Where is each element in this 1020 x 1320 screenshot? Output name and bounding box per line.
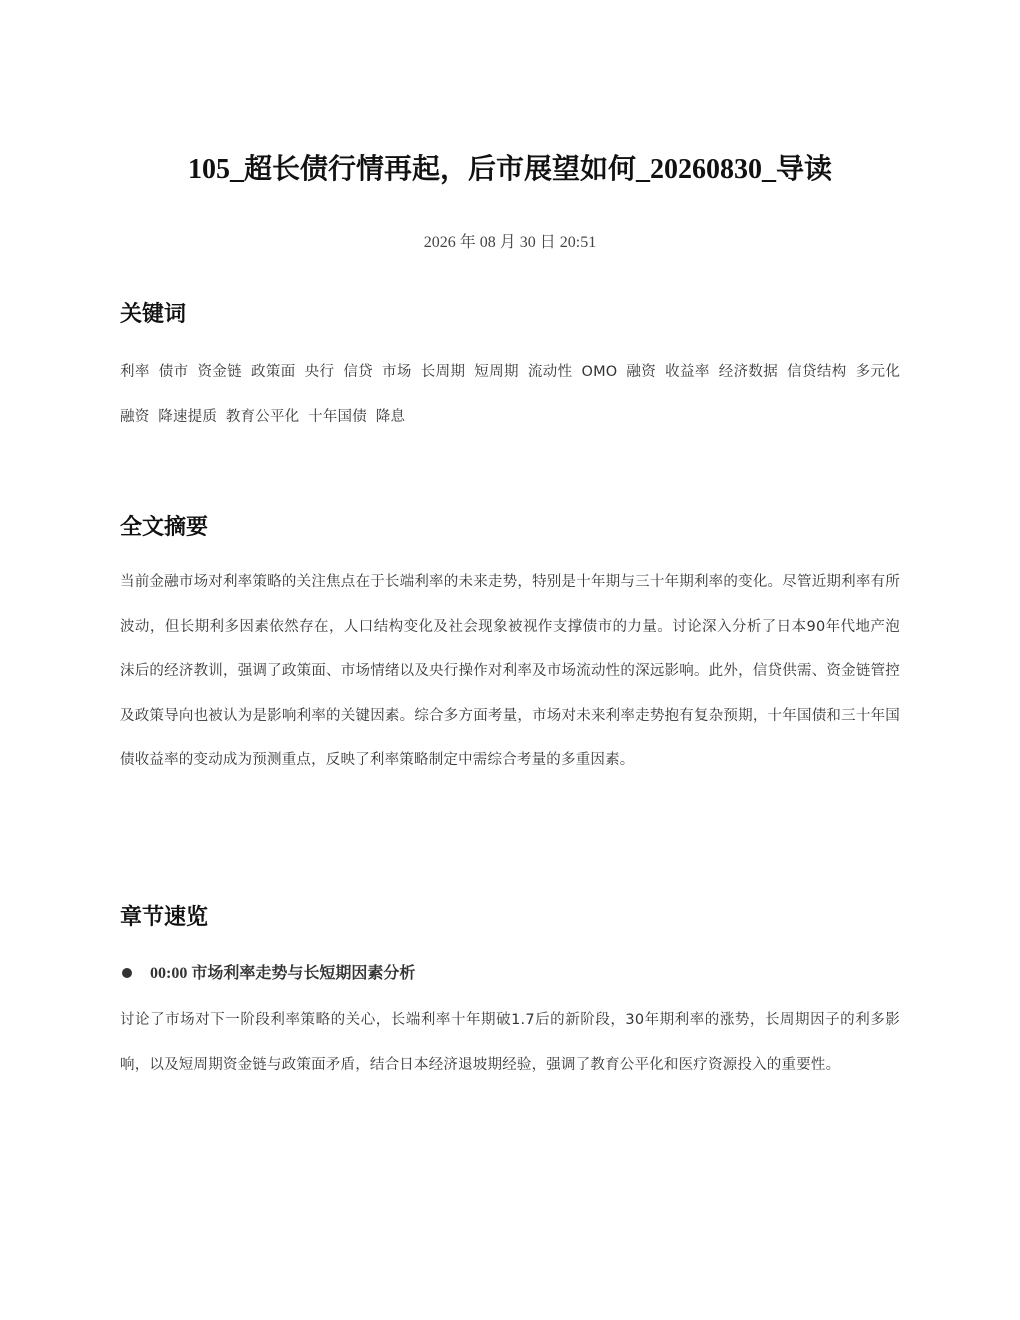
keyword: 央行 <box>304 364 335 380</box>
keyword: 流动性 <box>527 364 573 380</box>
chapter-description: 讨论了市场对下一阶段利率策略的关心，长端利率十年期破1.7后的新阶段，30年期利率的涨势，长周期因子的利多影响，以及短周期资金链与政策面矛盾，结合日本经济退坡期经验，强调了教育公平化和医疗资源投入的重要性。 <box>120 1012 900 1073</box>
chapters-heading: 章节速览 <box>120 905 209 930</box>
chapter-item <box>120 960 900 988</box>
summary-heading: 全文摘要 <box>120 515 209 540</box>
keyword: 降速提质 <box>158 408 218 425</box>
document-title: 105_超长债行情再起，后市展望如何_20260830_导读 <box>187 154 832 185</box>
keyword: 降息 <box>375 408 406 425</box>
keyword: 信贷结构 <box>787 364 847 380</box>
keyword: 政策面 <box>251 364 296 380</box>
keyword: 教育公平化 <box>225 408 300 425</box>
keywords-list <box>120 350 900 439</box>
keyword: 经济数据 <box>718 364 779 380</box>
keyword: 融资 <box>626 364 657 380</box>
keyword: 市场 <box>382 364 412 380</box>
keywords-heading: 关键词 <box>120 302 187 327</box>
summary-text: 当前金融市场对利率策略的关注焦点在于长端利率的未来走势，特别是十年期与三十年期利率的变化。尽管近期利率有所波动，但长期利多因素依然存在，人口结构变化及社会现象被视作支撑债市的力量。讨论深入分析了日本90年代地产泡沫后的经济教训，强调了政策面、市场情绪以及央行操作对利率及市场流动性的深远影响。此外，信贷供需、资金链管控及政策导向也被认为是影响利率的关键因素。综合多方面考量，市场对未来利率走势抱有复杂预期，十年国债和三十年国债收益率的变动成为预测重点，反映了利率策略制定中需综合考量的多重因素。 <box>120 574 900 768</box>
chapter-title: 00:00 市场利率走势与长短期因素分析 <box>150 965 416 982</box>
keyword: 资金链 <box>197 364 243 380</box>
keyword: 利率 <box>120 364 150 380</box>
keyword: 多元化融资 <box>120 364 901 425</box>
keyword: 债市 <box>158 364 189 380</box>
keyword: 信贷 <box>343 364 374 380</box>
document-date: 2026 年 08 月 30 日 20:51 <box>423 234 597 251</box>
keyword: 十年国债 <box>308 408 367 425</box>
keyword: 短周期 <box>474 364 519 380</box>
keyword: OMO <box>581 364 618 380</box>
keyword: 长周期 <box>420 364 466 380</box>
bullet-icon <box>122 968 132 978</box>
keyword: 收益率 <box>665 364 710 380</box>
